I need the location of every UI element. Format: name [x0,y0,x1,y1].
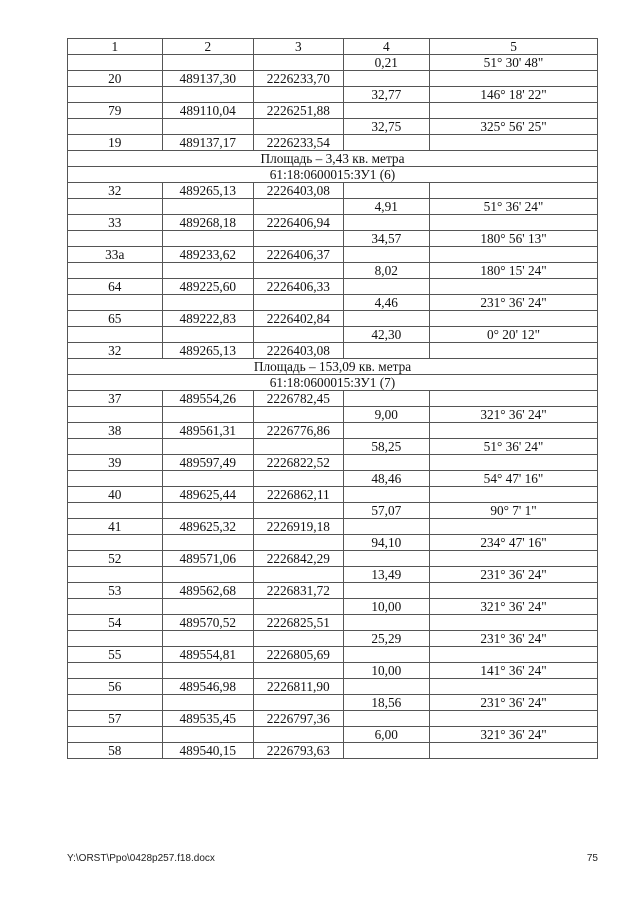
point-number-cell: 55 [68,647,163,663]
table-body [68,55,598,759]
coord-x-cell [162,727,254,743]
coord-x-cell: 489535,45 [162,711,254,727]
coord-y-cell [254,727,344,743]
bearing-cell [430,103,598,119]
coord-x-cell: 489625,32 [162,519,254,535]
coord-x-cell: 489554,81 [162,647,254,663]
coord-y-cell: 2226251,88 [254,103,344,119]
coord-x-cell: 489570,52 [162,615,254,631]
column-header-1: 1 [68,39,163,55]
bearing-cell: 231° 36' 24" [430,631,598,647]
distance-cell [343,103,429,119]
coord-y-cell: 2226776,86 [254,423,344,439]
distance-cell [343,71,429,87]
coord-x-cell [162,567,254,583]
coord-y-cell [254,231,344,247]
point-number-cell: 32 [68,343,163,359]
coord-x-cell: 489571,06 [162,551,254,567]
bearing-cell [430,711,598,727]
column-header-4: 4 [343,39,429,55]
coord-x-cell [162,663,254,679]
coord-x-cell: 489265,13 [162,343,254,359]
point-number-cell: 56 [68,679,163,695]
coord-y-cell: 2226406,33 [254,279,344,295]
coord-y-cell: 2226805,69 [254,647,344,663]
bearing-cell [430,487,598,503]
bearing-cell [430,519,598,535]
coord-x-cell [162,439,254,455]
coord-x-cell: 489546,98 [162,679,254,695]
table-row [68,519,598,535]
section-row [68,151,598,167]
distance-cell: 10,00 [343,663,429,679]
table-row [68,663,598,679]
coord-y-cell: 2226403,08 [254,183,344,199]
bearing-cell [430,551,598,567]
coord-x-cell [162,119,254,135]
point-number-cell [68,631,163,647]
table-row [68,327,598,343]
section-row [68,359,598,375]
coord-y-cell: 2226842,29 [254,551,344,567]
coord-x-cell [162,327,254,343]
coord-y-cell [254,631,344,647]
point-number-cell [68,599,163,615]
document-page [67,38,598,759]
table-row [68,551,598,567]
point-number-cell [68,567,163,583]
coord-x-cell: 489137,30 [162,71,254,87]
point-number-cell: 19 [68,135,163,151]
bearing-cell [430,423,598,439]
table-row [68,631,598,647]
bearing-cell [430,615,598,631]
table-row [68,103,598,119]
bearing-cell [430,247,598,263]
distance-cell: 94,10 [343,535,429,551]
table-row [68,455,598,471]
point-number-cell: 54 [68,615,163,631]
point-number-cell: 40 [68,487,163,503]
bearing-cell [430,311,598,327]
file-path: Y:\ORST\Ppo\0428p257.f18.docx [67,853,215,864]
coord-y-cell [254,407,344,423]
bearing-cell: 321° 36' 24" [430,599,598,615]
table-row [68,471,598,487]
table-header-row [68,39,598,55]
distance-cell [343,423,429,439]
coord-y-cell: 2226403,08 [254,343,344,359]
table-row [68,263,598,279]
coord-y-cell: 2226797,36 [254,711,344,727]
table-row [68,567,598,583]
table-row [68,423,598,439]
column-header-5: 5 [430,39,598,55]
point-number-cell [68,295,163,311]
table-row [68,295,598,311]
coord-y-cell [254,503,344,519]
point-number-cell [68,695,163,711]
distance-cell: 25,29 [343,631,429,647]
coord-y-cell [254,263,344,279]
point-number-cell: 57 [68,711,163,727]
distance-cell [343,391,429,407]
distance-cell: 18,56 [343,695,429,711]
bearing-cell: 0° 20' 12" [430,327,598,343]
bearing-cell: 231° 36' 24" [430,567,598,583]
distance-cell [343,183,429,199]
column-header-2: 2 [162,39,254,55]
coord-y-cell [254,567,344,583]
point-number-cell: 37 [68,391,163,407]
bearing-cell: 325° 56' 25" [430,119,598,135]
coord-x-cell: 489597,49 [162,455,254,471]
distance-cell [343,551,429,567]
distance-cell: 4,91 [343,199,429,215]
coordinates-table [67,38,598,759]
distance-cell [343,455,429,471]
distance-cell [343,311,429,327]
point-number-cell: 38 [68,423,163,439]
coord-y-cell: 2226822,52 [254,455,344,471]
point-number-cell [68,199,163,215]
table-row [68,615,598,631]
coord-x-cell [162,87,254,103]
point-number-cell: 52 [68,551,163,567]
section-row [68,167,598,183]
table-row [68,439,598,455]
coord-y-cell: 2226811,90 [254,679,344,695]
table-row [68,215,598,231]
section-label: 61:18:0600015:ЗУ1 (6) [68,167,598,183]
coord-x-cell: 489110,04 [162,103,254,119]
bearing-cell: 90° 7' 1" [430,503,598,519]
distance-cell: 6,00 [343,727,429,743]
distance-cell [343,487,429,503]
bearing-cell [430,679,598,695]
point-number-cell: 64 [68,279,163,295]
point-number-cell [68,119,163,135]
coord-x-cell: 489225,60 [162,279,254,295]
coord-x-cell [162,631,254,647]
bearing-cell [430,215,598,231]
point-number-cell [68,55,163,71]
bearing-cell: 51° 36' 24" [430,199,598,215]
coord-x-cell [162,55,254,71]
table-row [68,583,598,599]
bearing-cell: 321° 36' 24" [430,407,598,423]
point-number-cell: 33 [68,215,163,231]
table-row [68,711,598,727]
point-number-cell [68,727,163,743]
coord-y-cell [254,295,344,311]
distance-cell: 13,49 [343,567,429,583]
bearing-cell [430,71,598,87]
table-row [68,743,598,759]
bearing-cell [430,743,598,759]
distance-cell [343,247,429,263]
coord-x-cell: 489222,83 [162,311,254,327]
coord-x-cell [162,535,254,551]
bearing-cell: 51° 36' 24" [430,439,598,455]
coord-x-cell: 489268,18 [162,215,254,231]
point-number-cell: 58 [68,743,163,759]
coord-y-cell [254,119,344,135]
table-row [68,183,598,199]
coord-x-cell: 489562,68 [162,583,254,599]
table-row [68,503,598,519]
coord-y-cell: 2226862,11 [254,487,344,503]
distance-cell: 10,00 [343,599,429,615]
bearing-cell: 141° 36' 24" [430,663,598,679]
point-number-cell [68,663,163,679]
coord-x-cell [162,503,254,519]
table-row [68,55,598,71]
table-row [68,679,598,695]
coord-y-cell [254,87,344,103]
bearing-cell: 54° 47' 16" [430,471,598,487]
coord-y-cell: 2226793,63 [254,743,344,759]
coord-x-cell: 489137,17 [162,135,254,151]
coord-y-cell [254,55,344,71]
coord-y-cell: 2226406,37 [254,247,344,263]
table-row [68,407,598,423]
bearing-cell: 51° 30' 48" [430,55,598,71]
coord-y-cell: 2226825,51 [254,615,344,631]
bearing-cell: 231° 36' 24" [430,295,598,311]
point-number-cell [68,87,163,103]
bearing-cell [430,647,598,663]
table-row [68,487,598,503]
table-row [68,199,598,215]
coord-y-cell [254,199,344,215]
point-number-cell [68,231,163,247]
bearing-cell [430,343,598,359]
coord-y-cell: 2226919,18 [254,519,344,535]
coord-x-cell: 489265,13 [162,183,254,199]
coord-y-cell: 2226782,45 [254,391,344,407]
table-row [68,343,598,359]
bearing-cell: 234° 47' 16" [430,535,598,551]
table-row [68,391,598,407]
distance-cell [343,279,429,295]
table-row [68,647,598,663]
coord-x-cell [162,295,254,311]
table-row [68,71,598,87]
table-row [68,247,598,263]
point-number-cell: 65 [68,311,163,327]
coord-y-cell [254,471,344,487]
point-number-cell: 39 [68,455,163,471]
distance-cell: 0,21 [343,55,429,71]
bearing-cell [430,279,598,295]
bearing-cell: 180° 15' 24" [430,263,598,279]
table-row [68,695,598,711]
bearing-cell [430,583,598,599]
coord-y-cell [254,663,344,679]
distance-cell: 32,77 [343,87,429,103]
coord-y-cell [254,327,344,343]
table-row [68,87,598,103]
point-number-cell: 53 [68,583,163,599]
distance-cell [343,679,429,695]
coord-x-cell: 489540,15 [162,743,254,759]
point-number-cell [68,263,163,279]
bearing-cell [430,455,598,471]
table-row [68,599,598,615]
coord-x-cell [162,199,254,215]
point-number-cell [68,471,163,487]
bearing-cell: 231° 36' 24" [430,695,598,711]
coord-x-cell [162,231,254,247]
point-number-cell: 20 [68,71,163,87]
distance-cell: 42,30 [343,327,429,343]
point-number-cell [68,327,163,343]
coord-x-cell [162,599,254,615]
table-row [68,231,598,247]
point-number-cell: 33а [68,247,163,263]
point-number-cell [68,407,163,423]
section-row [68,375,598,391]
table-row [68,135,598,151]
coord-y-cell: 2226233,54 [254,135,344,151]
coord-x-cell: 489233,62 [162,247,254,263]
table-row [68,279,598,295]
distance-cell [343,583,429,599]
distance-cell [343,615,429,631]
distance-cell: 57,07 [343,503,429,519]
distance-cell: 4,46 [343,295,429,311]
table-row [68,311,598,327]
distance-cell: 8,02 [343,263,429,279]
column-header-3: 3 [254,39,344,55]
coord-y-cell: 2226831,72 [254,583,344,599]
table-row [68,119,598,135]
point-number-cell: 41 [68,519,163,535]
distance-cell [343,135,429,151]
bearing-cell: 146° 18' 22" [430,87,598,103]
bearing-cell: 321° 36' 24" [430,727,598,743]
table-row [68,535,598,551]
bearing-cell [430,183,598,199]
distance-cell [343,743,429,759]
point-number-cell: 79 [68,103,163,119]
section-label: Площадь – 153,09 кв. метра [68,359,598,375]
section-label: 61:18:0600015:ЗУ1 (7) [68,375,598,391]
point-number-cell [68,503,163,519]
distance-cell: 32,75 [343,119,429,135]
coord-y-cell [254,439,344,455]
coord-x-cell [162,471,254,487]
coord-y-cell [254,695,344,711]
distance-cell: 34,57 [343,231,429,247]
table-row [68,727,598,743]
distance-cell: 9,00 [343,407,429,423]
distance-cell: 58,25 [343,439,429,455]
bearing-cell [430,135,598,151]
distance-cell [343,711,429,727]
coord-x-cell [162,407,254,423]
bearing-cell: 180° 56' 13" [430,231,598,247]
point-number-cell [68,439,163,455]
coord-y-cell [254,535,344,551]
coord-x-cell: 489554,26 [162,391,254,407]
point-number-cell: 32 [68,183,163,199]
coord-x-cell [162,263,254,279]
bearing-cell [430,391,598,407]
distance-cell [343,215,429,231]
distance-cell: 48,46 [343,471,429,487]
page-number: 75 [586,853,598,864]
coord-y-cell: 2226233,70 [254,71,344,87]
distance-cell [343,519,429,535]
distance-cell [343,343,429,359]
coord-y-cell: 2226402,84 [254,311,344,327]
point-number-cell [68,535,163,551]
coord-y-cell: 2226406,94 [254,215,344,231]
coord-x-cell: 489625,44 [162,487,254,503]
section-label: Площадь – 3,43 кв. метра [68,151,598,167]
coord-x-cell [162,695,254,711]
distance-cell [343,647,429,663]
coord-x-cell: 489561,31 [162,423,254,439]
coord-y-cell [254,599,344,615]
